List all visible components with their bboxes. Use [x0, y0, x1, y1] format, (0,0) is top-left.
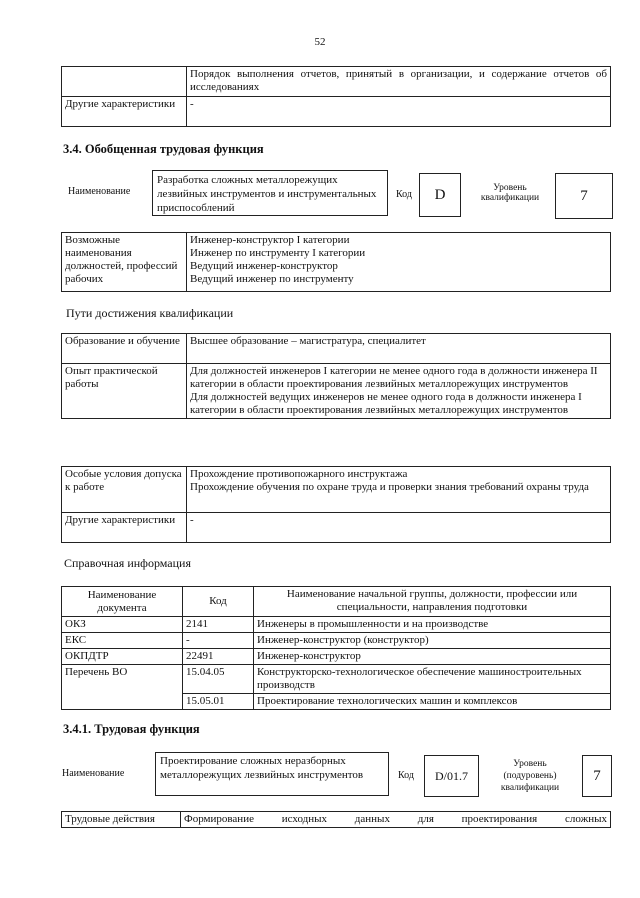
positions-label: Возможные наименования должностей, профессий рабочих — [62, 233, 187, 292]
position-item: Инженер-конструктор I категории — [190, 234, 350, 246]
name-label: Наименование — [68, 186, 131, 197]
table-row: ОКПДТР 22491 Инженер-конструктор — [62, 649, 611, 665]
conditions-label: Особые условия допуска к работе — [62, 467, 187, 513]
other-label: Другие характеристики — [62, 513, 187, 543]
level-label: Уровень квалификации — [480, 183, 540, 203]
table-row: Перечень ВО 15.04.05 Конструкторско-технологическое обеспечение машиностроительных производств — [62, 665, 611, 694]
education-label: Образование и обучение — [62, 334, 187, 364]
code-value: D — [419, 173, 461, 217]
level-value: 7 — [555, 173, 613, 219]
table-row: 15.05.01 Проектирование технологических машин и комплексов — [62, 694, 611, 710]
positions-table — [61, 232, 611, 292]
position-item: Инженер по инструменту I категории — [190, 247, 366, 259]
table-row: ОКЗ 2141 Инженеры в промышленности и на производстве — [62, 617, 611, 633]
function-name-label: Наименование — [62, 768, 125, 779]
name-value: Разработка сложных металлорежущих лезвийных инструментов и инструментальных приспособлений — [152, 170, 388, 216]
page-number: 52 — [314, 36, 326, 48]
actions-table — [61, 811, 611, 828]
reference-header-name: Наименование начальной группы, должности, профессии или специальности, направления подготовки — [254, 587, 611, 617]
other-value: - — [187, 513, 611, 543]
reference-header-doc: Наименование документа — [62, 587, 183, 617]
function-name-value: Проектирование сложных неразборных металлорежущих лезвийных инструментов — [155, 752, 389, 796]
education-value: Высшее образование – магистратура, специалитет — [187, 334, 611, 364]
reference-table — [61, 586, 611, 710]
function-level-label: Уровень (подуровень) квалификации — [500, 759, 560, 793]
section-3-4-1-heading: 3.4.1. Трудовая функция — [63, 722, 200, 736]
function-code-label: Код — [398, 770, 414, 781]
position-item: Ведущий инженер по инструменту — [190, 273, 354, 285]
paths-title: Пути достижения квалификации — [66, 306, 234, 320]
function-code-value: D/01.7 — [424, 755, 479, 797]
position-item: Ведущий инженер-конструктор — [190, 260, 338, 272]
top-table-row2-label: Другие характеристики — [62, 97, 187, 127]
top-table-row2-value: - — [187, 97, 611, 127]
top-table — [61, 66, 611, 127]
actions-value: Формирование исходных данных для проектирования сложных — [181, 812, 611, 828]
experience-value-1: Для должностей инженеров I категории не менее одного года в должности инженера II категории в области проектирования лезвийных металлорежущих инструментов — [190, 365, 598, 390]
education-table — [61, 333, 611, 419]
experience-label: Опыт практической работы — [62, 364, 187, 419]
top-table-row1-value: Порядок выполнения отчетов, принятый в организации, и содержание отчетов об исследованиях — [187, 67, 611, 97]
section-3-4-heading: 3.4. Обобщенная трудовая функция — [63, 142, 264, 156]
function-level-value: 7 — [582, 755, 612, 797]
conditions-value-1: Прохождение противопожарного инструктажа — [190, 468, 408, 480]
reference-title: Справочная информация — [64, 556, 191, 570]
actions-label: Трудовые действия — [62, 812, 181, 828]
table-row: ЕКС - Инженер-конструктор (конструктор) — [62, 633, 611, 649]
code-label: Код — [396, 189, 412, 200]
reference-header-code: Код — [183, 587, 254, 617]
conditions-value-2: Прохождение обучения по охране труда и проверки знания требований охраны труда — [190, 481, 589, 493]
conditions-table — [61, 466, 611, 543]
experience-value-2: Для должностей ведущих инженеров не менее одного года в должности инженера I категории в области проектирования лезвийных металлорежущих инструментов — [190, 391, 582, 416]
